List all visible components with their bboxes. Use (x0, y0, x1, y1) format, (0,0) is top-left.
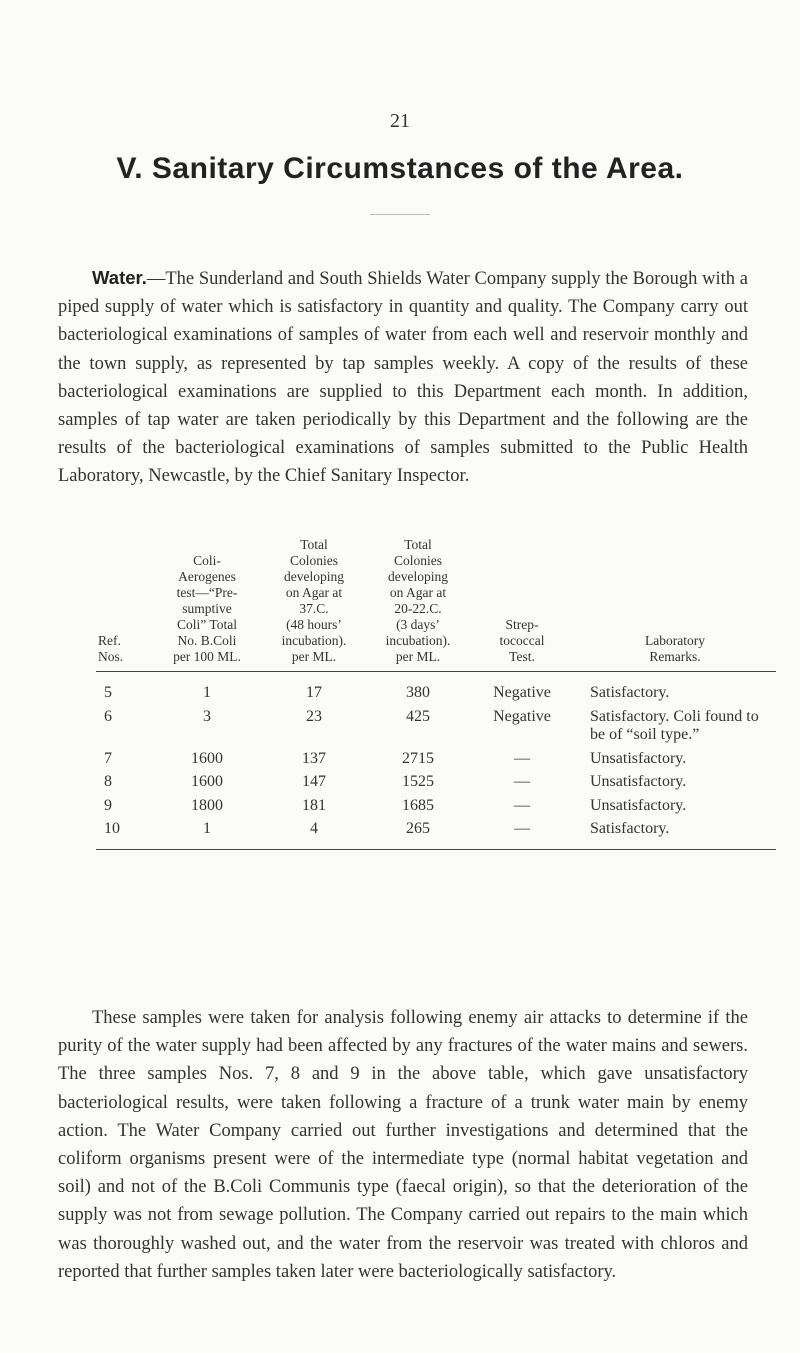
coli-count-cell: 1 (203, 684, 211, 701)
header-line: per ML. (395, 649, 441, 664)
colonies-20c-cell: 1685 (402, 796, 434, 814)
header-remarks (574, 533, 776, 672)
remarks-cell: Unsatisfactory. (590, 796, 687, 814)
header-ref (96, 533, 152, 672)
colonies-20c-cell: 380 (406, 684, 430, 701)
header-line: Total (300, 537, 328, 552)
header-line: Strep- (505, 617, 539, 632)
remarks-cell: Unsatisfactory. (590, 749, 687, 767)
header-line: developing (284, 569, 344, 584)
table-row (96, 817, 776, 849)
header-line: test—“Pre- (176, 585, 238, 600)
remarks-cell: Unsatisfactory. (590, 773, 687, 790)
table-header-row (96, 533, 776, 672)
ref-cell: 9 (104, 796, 112, 814)
header-line: Colonies (393, 553, 442, 568)
water-lead-in: Water. (92, 267, 147, 288)
header-line: 37.C. (299, 601, 329, 616)
coli-count-cell: 1800 (191, 796, 223, 814)
section-title: V. Sanitary Circumstances of the Area. (116, 152, 684, 185)
sample-results-table (96, 533, 776, 850)
header-line: tococcal (499, 633, 545, 648)
colonies-37c-cell: 181 (302, 796, 326, 814)
header-line: incubation). (281, 633, 347, 648)
coli-count-cell: 1 (152, 817, 262, 849)
colonies-37c-cell: 17 (306, 684, 322, 701)
header-line: developing (388, 569, 448, 584)
header-line: Coli” Total (177, 617, 237, 632)
header-line: Total (404, 537, 432, 552)
water-paragraph-text: —The Sunderland and South Shields Water Company supply the Borough with a piped supply of water which is satisfactory in quantity and quality. The Company carry out bacteriological examinations of samples of water from each well and reservoir monthly and the town supply, as represented by tap samples weekly. A copy of the results of these bacteriological examinations are supplied to this Department each month. In addition, samples of tap water are taken periodically by this Department and the following are the results of the bacteriological examinations of samples submitted to the Public Health Laboratory, Newcastle, by the Chief Sanitary Inspector. (58, 269, 748, 487)
coli-count-cell: 1600 (191, 773, 223, 790)
header-line: incubation). (385, 633, 451, 648)
title-divider (370, 214, 430, 215)
header-line: Remarks. (649, 649, 701, 664)
coli-count-cell: 3 (203, 707, 211, 725)
ref-cell: 7 (104, 749, 112, 767)
table-row (96, 794, 776, 818)
table-row (96, 770, 776, 794)
analysis-paragraph: These samples were taken for analysis following enemy air attacks to determine if the purity of the water supply had been affected by any fractures of the water mains and sewers. The three samples Nos. 7, 8 and 9 in the above table, which gave unsatisfactory bacteriological results, were taken following a fracture of a trunk water main by enemy action. The Water Company carried out further investigations and determined that the coliform organisms present were of the intermediate type (normal habitat vegetation and soil) and not of the B.Coli Communis type (faecal origin), so that the deterioration of the supply was not from sewage pollution. The Company carried out repairs to the main which was thoroughly washed out, and the water from the reservoir was treated with chloros and reported that further samples taken later were bacteriologically satisfactory. (58, 1008, 748, 1282)
table-row (96, 747, 776, 771)
streptococcal-cell: — (514, 773, 530, 790)
remarks-cell: Satisfactory. (574, 817, 776, 849)
streptococcal-cell: Negative (493, 684, 551, 701)
remarks-cell: Satisfactory. (590, 684, 670, 701)
table-body (96, 672, 776, 850)
header-line: No. B.Coli (177, 633, 237, 648)
colonies-20c-cell: 425 (406, 707, 430, 725)
header-line: (48 hours’ (286, 617, 342, 632)
streptococcal-cell: Negative (493, 707, 551, 725)
header-coli-aerogenes (152, 533, 262, 672)
header-line: on Agar at (389, 585, 447, 600)
colonies-20c-cell: 265 (366, 817, 470, 849)
header-line: on Agar at (285, 585, 343, 600)
coli-count-cell: 1600 (191, 749, 223, 767)
header-line: 20-22.C. (394, 601, 442, 616)
header-colonies-37c (262, 533, 366, 672)
ref-cell: 10 (96, 817, 152, 849)
header-line: per ML. (291, 649, 337, 664)
colonies-37c-cell: 137 (302, 749, 326, 767)
header-streptococcal (470, 533, 574, 672)
streptococcal-cell: — (470, 817, 574, 849)
header-line: Aerogenes (178, 569, 236, 584)
streptococcal-cell: — (514, 749, 530, 767)
remarks-cell: Satisfactory. Coli found to be of “soil type.” (590, 707, 759, 743)
ref-cell: 5 (104, 684, 112, 701)
header-line: Colonies (289, 553, 338, 568)
ref-cell: 6 (104, 707, 112, 725)
water-paragraph (58, 264, 748, 491)
ref-cell: 8 (104, 773, 112, 790)
page-number: 21 (390, 110, 410, 132)
header-line: Test. (509, 649, 535, 664)
header-line: per 100 ML. (173, 649, 241, 664)
header-line: Laboratory (645, 633, 705, 648)
table-row (96, 672, 776, 705)
header-line: (3 days’ (396, 617, 440, 632)
colonies-37c-cell: 147 (302, 773, 326, 790)
header-line: sumptive (182, 601, 232, 616)
colonies-20c-cell: 2715 (402, 749, 434, 767)
colonies-37c-cell: 23 (306, 707, 322, 725)
streptococcal-cell: — (514, 796, 530, 814)
header-colonies-20c (366, 533, 470, 672)
colonies-20c-cell: 1525 (402, 773, 434, 790)
header-line: Nos. (98, 649, 124, 664)
header-line: Coli- (193, 553, 221, 568)
colonies-37c-cell: 4 (262, 817, 366, 849)
table-row (96, 705, 776, 747)
header-line: Ref. (98, 633, 121, 648)
